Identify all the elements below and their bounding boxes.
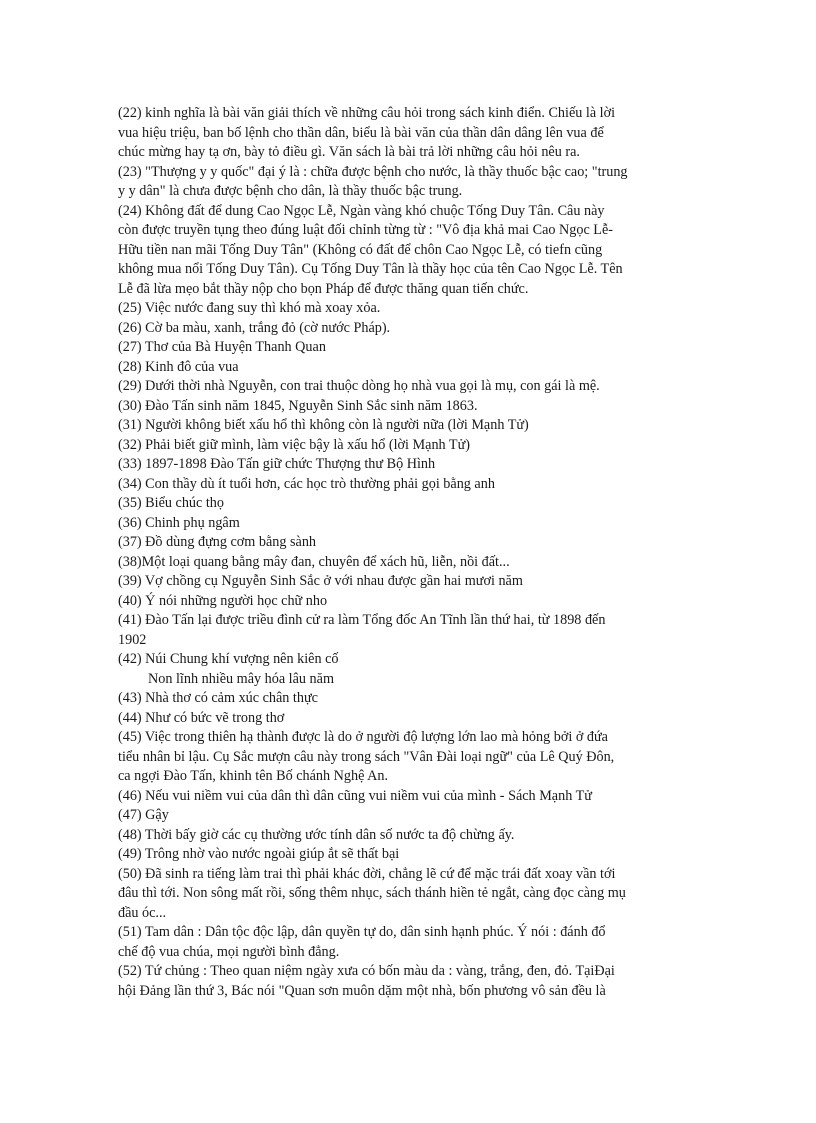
footnote-line: (44) Như có bức vẽ trong thơ [118, 709, 285, 726]
footnote-26 [118, 319, 708, 339]
footnote-line: ca ngợi Đào Tấn, khinh tên Bố chánh Nghệ An. [118, 768, 389, 784]
footnote-line: còn được truyền tụng theo đúng luật đối chỉnh từng từ : "Vô địa khả mai Cao Ngọc Lễ- [118, 222, 613, 238]
footnote-line: (43) Nhà thơ có cảm xúc chân thực [118, 690, 318, 706]
footnote-line: (34) Con thầy dù ít tuổi hơn, các học trò thường phải gọi bằng anh [118, 475, 495, 492]
footnote-35 [118, 494, 708, 514]
footnote-line: (40) Ý nói những người học chữ nho [118, 592, 328, 609]
footnote-line: (28) Kinh đô của vua [118, 358, 239, 375]
footnote-29 [118, 377, 708, 397]
footnote-24 [118, 202, 708, 300]
footnote-line: (46) Nếu vui niềm vui của dân thì dân cũng vui niềm vui của mình - Sách Mạnh Tử [118, 787, 592, 804]
footnote-line: chế độ vua chúa, mọi người bình đẳng. [118, 943, 340, 960]
footnote-line: (27) Thơ của Bà Huyện Thanh Quan [118, 339, 326, 355]
footnote-line: (32) Phải biết giữ mình, làm việc bậy là xấu hổ (lời Mạnh Tử) [118, 436, 471, 453]
footnote-line: Hữu tiền nan mãi Tống Duy Tân" (Không có đất để chôn Cao Ngọc Lễ, có tiefn cũng [118, 241, 603, 258]
footnote-line: (48) Thời bấy giờ các cụ thường ước tính dân số nước ta độ chừng ấy. [118, 826, 515, 843]
footnote-line: (38)Một loại quang bằng mây đan, chuyên để xách hũ, liễn, nồi đất... [118, 553, 510, 570]
footnote-41 [118, 611, 708, 650]
footnote-line: (45) Việc trong thiên hạ thành được là do ở người độ lượng lớn lao mà hỏng bởi ở đứa [118, 729, 608, 745]
footnote-37 [118, 533, 708, 553]
footnote-23 [118, 163, 708, 202]
footnote-line: (22) kinh nghĩa là bài văn giải thích về những câu hỏi trong sách kinh điển. Chiếu là lời [118, 105, 616, 121]
footnote-line: (39) Vợ chồng cụ Nguyễn Sinh Sắc ở với nhau được gần hai mươi năm [118, 573, 523, 589]
footnote-49 [118, 845, 708, 865]
footnote-line: (29) Dưới thời nhà Nguyễn, con trai thuộc dòng họ nhà vua gọi là mụ, con gái là mệ. [118, 378, 600, 394]
footnote-line: (25) Việc nước đang suy thì khó mà xoay xỏa. [118, 300, 381, 316]
footnote-line: (37) Đồ dùng đựng cơm bằng sành [118, 534, 317, 550]
footnote-line: hội Đảng lần thứ 3, Bác nói "Quan sơn muôn dặm một nhà, bốn phương vô sản đều là [118, 982, 606, 999]
footnote-51 [118, 923, 708, 962]
footnote-line: (31) Người không biết xấu hổ thì không còn là người nữa (lời Mạnh Tử) [118, 417, 529, 433]
footnote-line: (33) 1897-1898 Đào Tấn giữ chức Thượng thư Bộ Hình [118, 456, 436, 472]
footnote-line: đâu thì tới. Non sông mất rồi, sống thêm nhục, sách thánh hiền tẻ ngắt, càng đọc càng mụ [118, 885, 626, 901]
footnote-line: vua hiệu triệu, ban bố lệnh cho thần dân, biểu là bài văn của thần dân dâng lên vua để [118, 124, 604, 141]
footnote-32 [118, 436, 708, 456]
footnote-line: tiểu nhân bỉ lậu. Cụ Sắc mượn câu này trong sách "Vân Đài loại ngữ" của Lê Quý Đôn, [118, 748, 615, 765]
footnote-28 [118, 358, 708, 378]
footnote-30 [118, 397, 708, 417]
footnote-line: (24) Không đất để dung Cao Ngọc Lễ, Ngàn vàng khó chuộc Tống Duy Tân. Câu này [118, 202, 605, 219]
footnote-36 [118, 514, 708, 534]
footnote-33 [118, 455, 708, 475]
footnote-line: (41) Đào Tấn lại được triều đình cử ra làm Tổng đốc An Tĩnh lần thứ hai, từ 1898 đến [118, 612, 606, 628]
footnote-50 [118, 865, 708, 924]
footnote-34 [118, 475, 708, 495]
footnotes-page [118, 104, 708, 1001]
footnote-line: (52) Tứ chủng : Theo quan niệm ngày xưa có bốn màu da : vàng, trắng, đen, đỏ. TạiĐại [118, 963, 615, 979]
footnote-line: (30) Đào Tấn sinh năm 1845, Nguyễn Sinh Sắc sinh năm 1863. [118, 397, 478, 414]
footnote-line: (36) Chinh phụ ngâm [118, 514, 240, 531]
footnote-line: (42) Núi Chung khí vượng nên kiên cố [118, 651, 339, 667]
footnote-43 [118, 689, 708, 709]
footnote-38 [118, 553, 708, 573]
footnote-25 [118, 299, 708, 319]
footnote-47 [118, 806, 708, 826]
footnote-31 [118, 416, 708, 436]
footnote-27 [118, 338, 708, 358]
footnote-42 [118, 650, 708, 689]
footnote-22 [118, 104, 708, 163]
footnote-line: y y dân" là chưa được bệnh cho dân, là thầy thuốc bậc trung. [118, 183, 463, 199]
footnote-line: (23) "Thượng y y quốc" đại ý là : chữa được bệnh cho nước, là thầy thuốc bậc cao; "trung [118, 163, 628, 180]
footnote-46 [118, 787, 708, 807]
footnote-line: (49) Trông nhờ vào nước ngoài giúp ắt sẽ thất bại [118, 846, 400, 862]
footnote-39 [118, 572, 708, 592]
footnote-48 [118, 826, 708, 846]
footnote-line: 1902 [118, 631, 147, 648]
footnote-line: (50) Đã sinh ra tiếng làm trai thì phải khác đời, chẳng lẽ cứ để mặc trái đất xoay vần tới [118, 865, 616, 882]
footnote-line: đầu óc... [118, 904, 167, 921]
footnote-40 [118, 592, 708, 612]
footnote-line: (51) Tam dân : Dân tộc độc lập, dân quyền tự do, dân sinh hạnh phúc. Ý nói : đánh đổ [118, 924, 606, 940]
footnote-44 [118, 709, 708, 729]
footnote-line: (26) Cờ ba màu, xanh, trắng đỏ (cờ nước Pháp). [118, 319, 391, 336]
footnote-line: Lễ đã lừa mẹo bắt thầy nộp cho bọn Pháp để được thăng quan tiến chức. [118, 280, 529, 297]
footnote-52 [118, 962, 708, 1001]
footnote-45 [118, 728, 708, 787]
footnote-indented-line: Non lĩnh nhiều mây hóa lâu năm [148, 670, 334, 687]
footnote-line: không mua nổi Tống Duy Tân). Cụ Tống Duy Tân là thầy học của tên Cao Ngọc Lễ. Tên [118, 261, 623, 277]
footnote-line: (35) Biểu chúc thọ [118, 495, 224, 511]
footnote-line: (47) Gậy [118, 807, 169, 823]
footnote-line: chúc mừng hay tạ ơn, bày tỏ điều gì. Văn sách là bài trả lời những câu hỏi nêu ra. [118, 144, 580, 160]
